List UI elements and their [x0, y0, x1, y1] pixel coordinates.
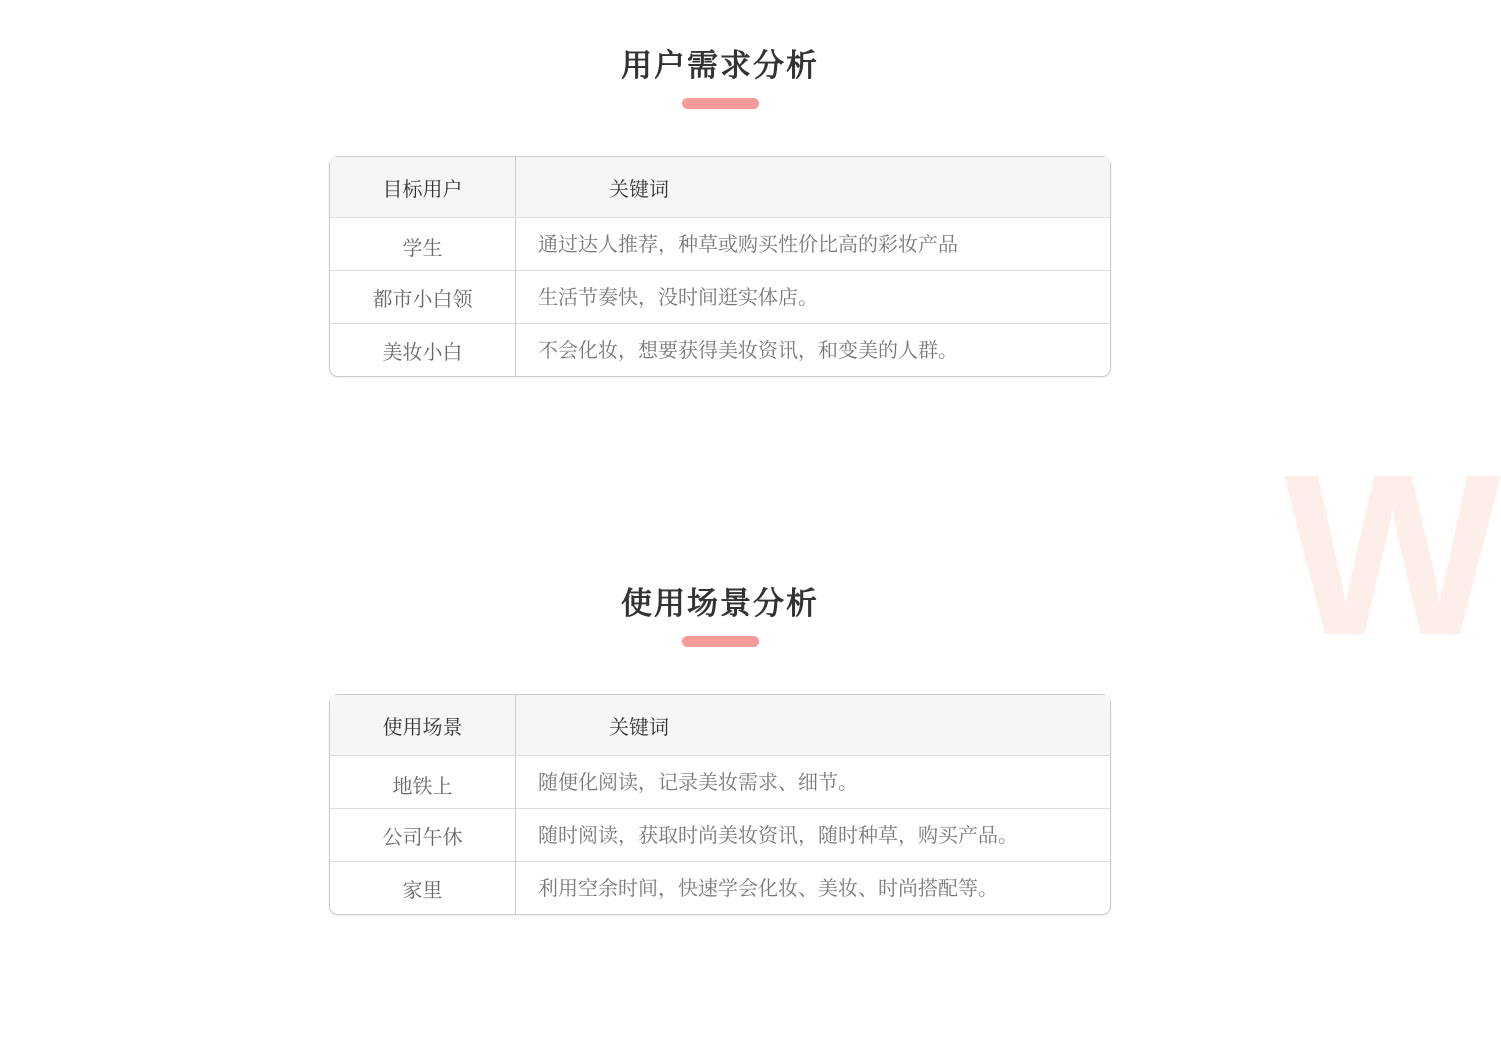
section-title-usage-scenario: 使用场景分析	[621, 586, 819, 622]
table-header-row	[330, 695, 1110, 755]
title-underline-bar	[682, 98, 759, 109]
keywords-cell: 不会化妆，想要获得美妆资讯，和变美的人群。	[538, 338, 958, 362]
watermark-letter: W	[1284, 426, 1501, 683]
keywords-cell: 生活节奏快，没时间逛实体店。	[538, 285, 818, 309]
header-keywords: 关键词	[609, 177, 669, 201]
user-needs-section	[0, 44, 1440, 364]
user-cell: 学生	[330, 218, 516, 270]
header-target-user: 目标用户	[330, 157, 516, 217]
keywords-cell: 通过达人推荐，种草或购买性价比高的彩妆产品	[538, 232, 958, 256]
table-row	[330, 808, 1110, 861]
keywords-cell: 利用空余时间，快速学会化妆、美妆、时尚搭配等。	[538, 876, 998, 900]
table-row	[330, 270, 1110, 323]
scene-cell: 地铁上	[330, 756, 516, 808]
table-row	[330, 755, 1110, 808]
header-usage-scene: 使用场景	[330, 695, 516, 755]
table-header-row	[330, 157, 1110, 217]
scene-cell: 家里	[330, 862, 516, 914]
user-needs-table	[329, 156, 1111, 377]
usage-scenario-table	[329, 694, 1111, 915]
user-cell: 都市小白领	[330, 271, 516, 323]
table-row	[330, 323, 1110, 376]
keywords-cell: 随便化阅读，记录美妆需求、细节。	[538, 770, 858, 794]
keywords-cell: 随时阅读，获取时尚美妆资讯，随时种草，购买产品。	[538, 823, 1018, 847]
title-underline-bar	[682, 636, 759, 647]
usage-scenario-section	[0, 582, 1440, 902]
section-title-user-needs: 用户需求分析	[621, 48, 819, 84]
scene-cell: 公司午休	[330, 809, 516, 861]
user-cell: 美妆小白	[330, 324, 516, 376]
table-row	[330, 861, 1110, 914]
header-keywords: 关键词	[609, 715, 669, 739]
table-row	[330, 217, 1110, 270]
